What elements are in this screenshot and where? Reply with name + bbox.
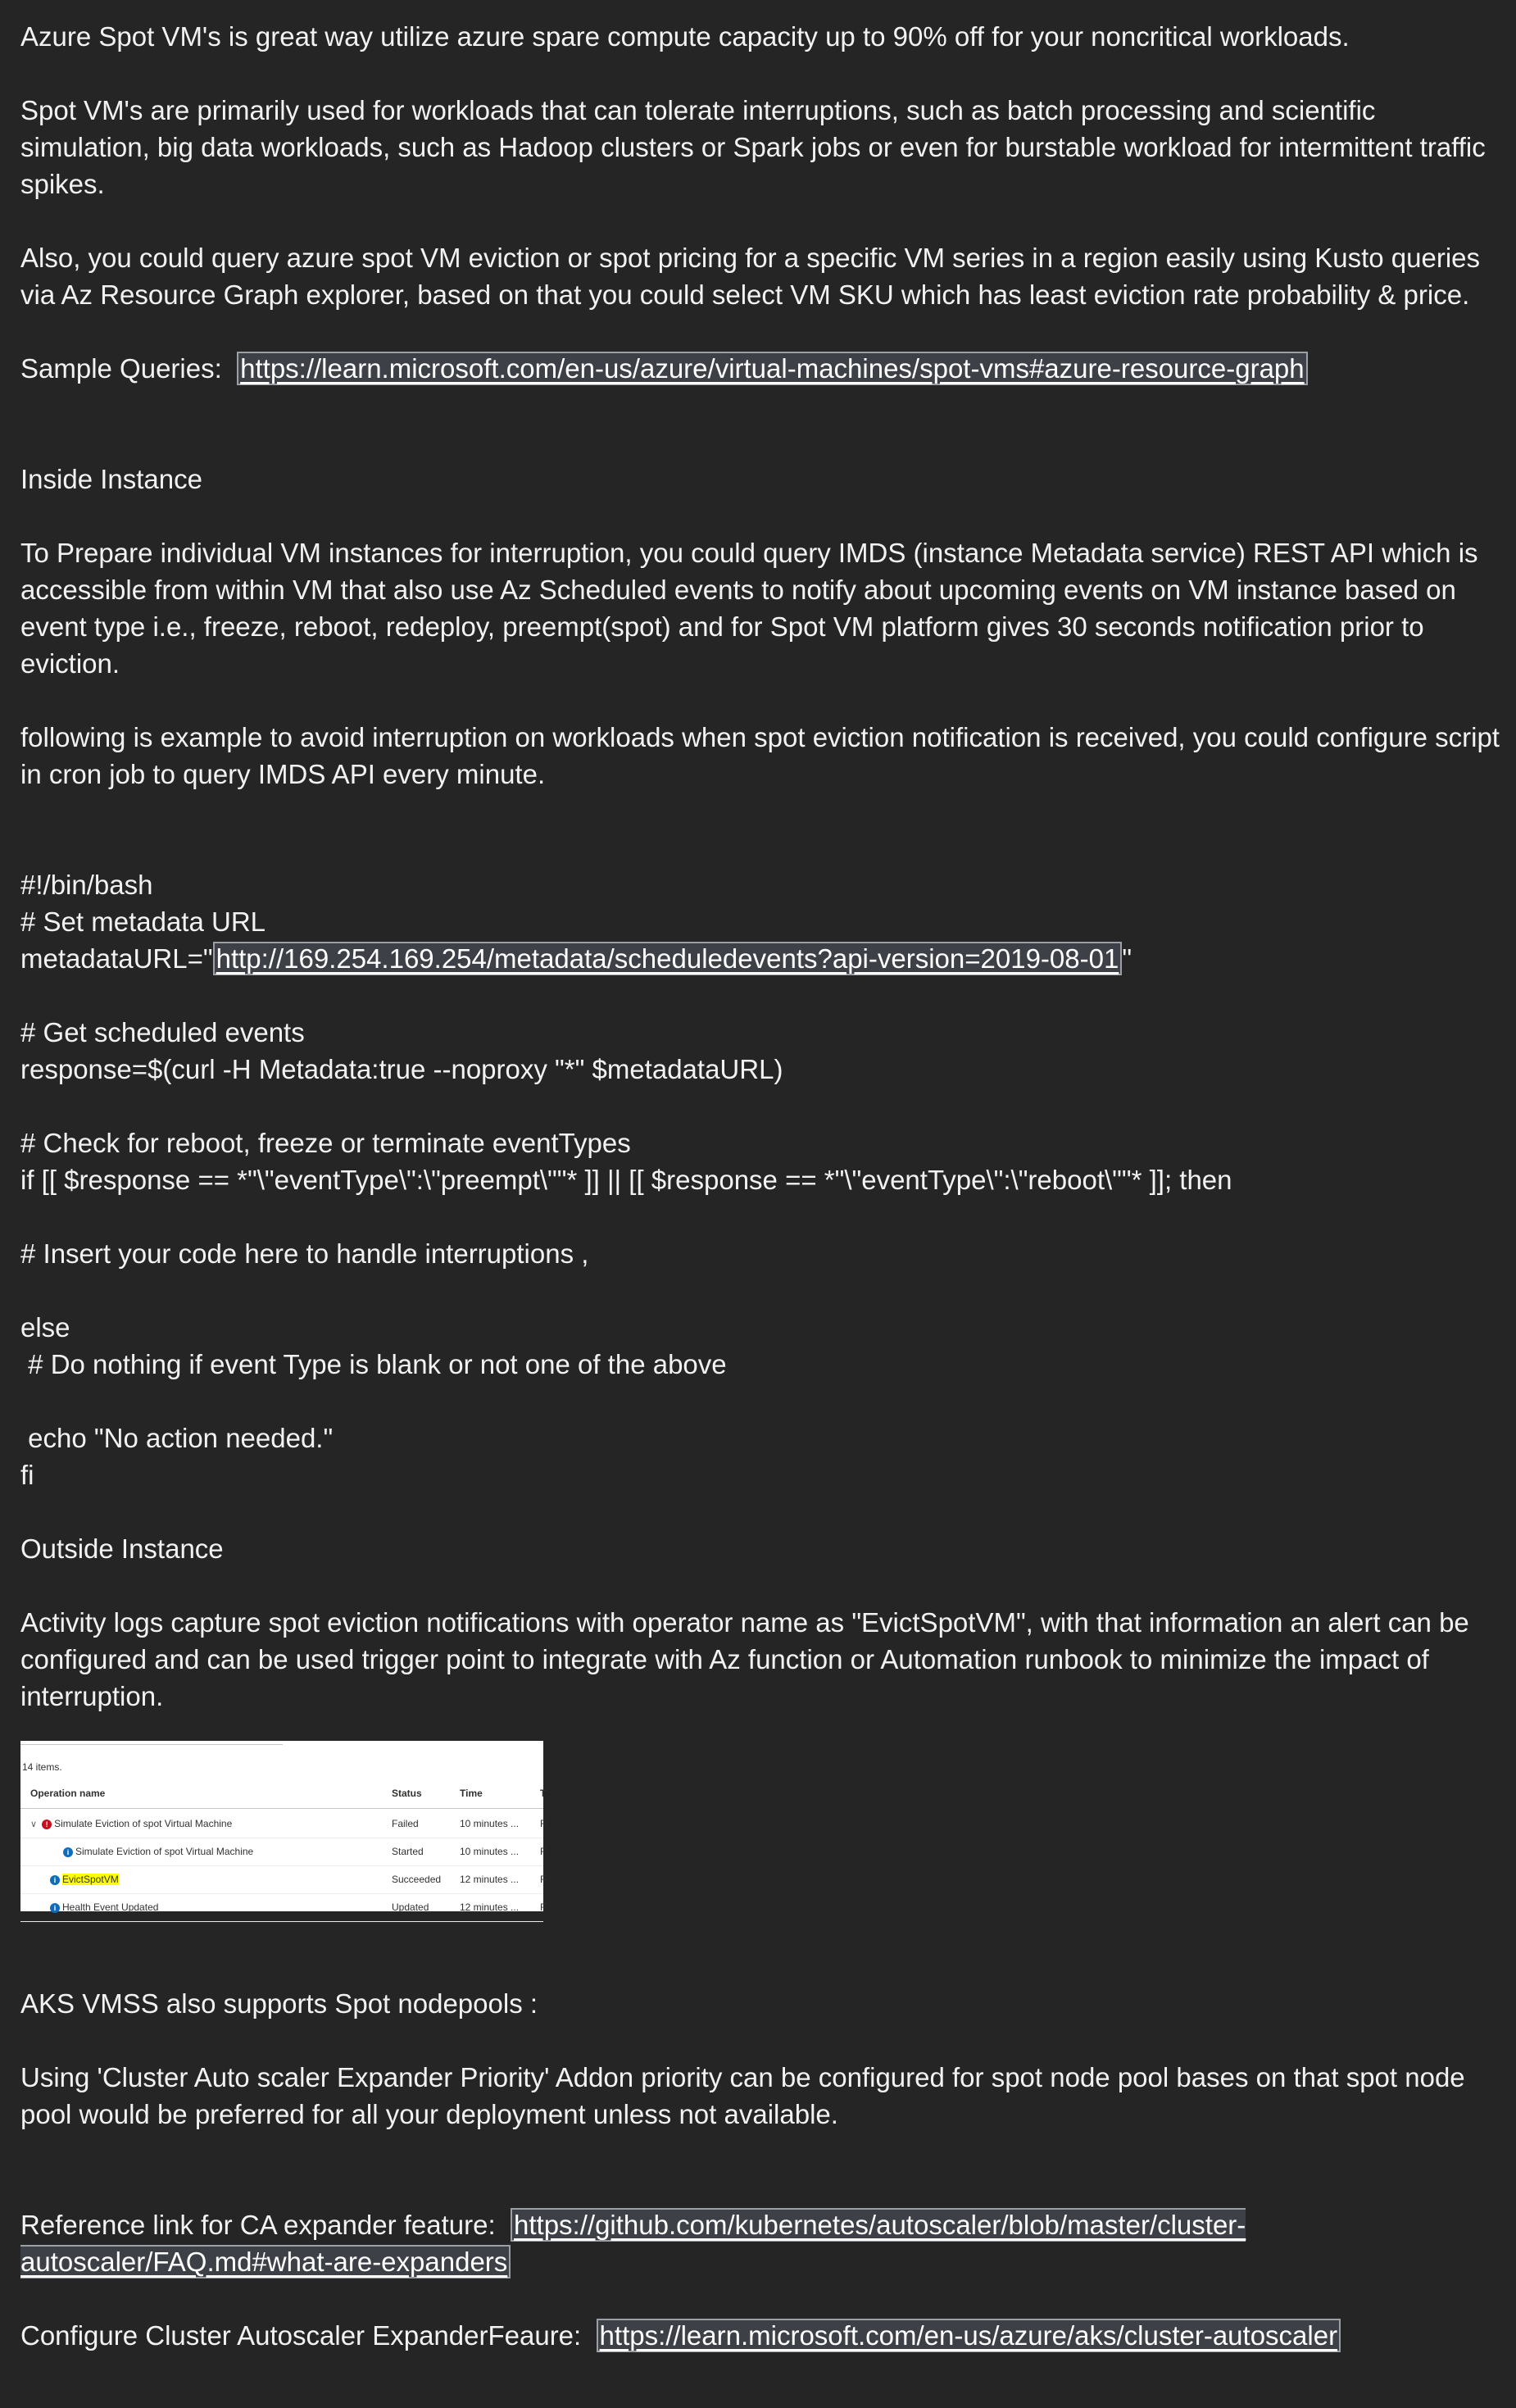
ca-expander-link[interactable]: https://github.com/kubernetes/autoscaler/blob/master/cluster-autoscaler/FAQ.md#what-are-expanders — [20, 2210, 1246, 2277]
script-line: fi — [20, 1460, 34, 1490]
reference-link-label: Reference link for CA expander feature: — [20, 2210, 496, 2240]
intro-paragraph-1: Azure Spot VM's is great way utilize azure spare compute capacity up to 90% off for your noncritical workloads. — [20, 21, 1350, 52]
column-header-status[interactable]: Status — [392, 1788, 422, 1799]
metadata-url-link[interactable]: http://169.254.169.254/metadata/scheduledevents?api-version=2019-08-01 — [213, 942, 1123, 975]
intro-paragraph-2: Spot VM's are primarily used for workloads that can tolerate interruptions, such as batch processing and scientific simulation, big data workloads, such as Hadoop clusters or Spark jobs or even for burstable workload for intermittent traffic spikes. — [20, 95, 1486, 199]
outside-instance-heading: Outside Instance — [20, 1533, 224, 1564]
extra-value: F — [540, 1874, 547, 1885]
chevron-down-icon[interactable]: ∨ — [30, 1820, 38, 1829]
script-line: # Insert your code here to handle interruptions , — [20, 1238, 589, 1269]
status-value: Failed — [392, 1818, 419, 1829]
info-icon: i — [63, 1847, 73, 1857]
script-line: # Get scheduled events — [20, 1017, 305, 1047]
activity-log-screenshot — [20, 1741, 547, 1913]
divider — [20, 1741, 283, 1745]
divider — [20, 1808, 543, 1809]
script-line: else — [20, 1312, 70, 1343]
time-value: 10 minutes ... — [460, 1818, 520, 1829]
aks-heading: AKS VMSS also supports Spot nodepools : — [20, 1988, 538, 2019]
time-value: 12 minutes ... — [460, 1874, 520, 1885]
script-line: echo "No action needed." — [20, 1423, 334, 1453]
script-text: " — [1122, 943, 1132, 974]
item-count: 14 items. — [22, 1761, 62, 1773]
extra-value: F — [540, 1901, 547, 1913]
sample-queries-label: Sample Queries: — [20, 353, 222, 384]
configure-link-label: Configure Cluster Autoscaler ExpanderFeaure: — [20, 2320, 582, 2351]
table-row[interactable] — [20, 1810, 547, 1838]
sample-queries-line — [20, 350, 1504, 387]
status-value: Started — [392, 1846, 424, 1857]
inside-instance-heading: Inside Instance — [20, 464, 202, 494]
table-row[interactable] — [20, 1838, 547, 1866]
cluster-autoscaler-link[interactable]: https://learn.microsoft.com/en-us/azure/aks/cluster-autoscaler — [597, 2319, 1341, 2352]
outside-instance-paragraph: Activity logs capture spot eviction notifications with operator name as "EvictSpotVM", with that information an alert can be configured and can be used trigger point to integrate with Az function or Automation runbook to minimize the impact of interruption. — [20, 1607, 1469, 1711]
table-row[interactable] — [20, 1865, 547, 1894]
status-value: Updated — [392, 1901, 429, 1913]
info-icon: i — [50, 1903, 60, 1913]
script-line: response=$(curl -H Metadata:true --noproxy "*" $metadataURL) — [20, 1054, 783, 1084]
script-line: #!/bin/bash — [20, 870, 153, 900]
extra-value: F — [540, 1846, 547, 1857]
script-line: # Do nothing if event Type is blank or not one of the above — [20, 1349, 727, 1379]
time-value: 10 minutes ... — [460, 1846, 520, 1857]
script-line: # Set metadata URL — [20, 906, 266, 937]
operation-name: Simulate Eviction of spot Virtual Machine — [75, 1846, 254, 1857]
bash-script — [20, 866, 1504, 1493]
script-text: metadataURL=" — [20, 943, 213, 974]
extra-value: F — [540, 1818, 547, 1829]
operation-name: Simulate Eviction of spot Virtual Machine — [54, 1818, 233, 1829]
operation-name: Health Event Updated — [62, 1901, 159, 1913]
column-header-extra[interactable]: T — [540, 1788, 547, 1799]
script-line: # Check for reboot, freeze or terminate eventTypes — [20, 1128, 631, 1158]
reference-link-line — [20, 2206, 1504, 2280]
time-value: 12 minutes ... — [460, 1901, 520, 1913]
document-body — [20, 18, 1504, 2354]
aks-paragraph: Using 'Cluster Auto scaler Expander Priority' Addon priority can be configured for spot node pool bases on that spot node pool would be preferred for all your deployment unless not available. — [20, 2062, 1465, 2129]
script-line — [20, 940, 1504, 977]
info-icon: i — [50, 1875, 60, 1885]
configure-link-line — [20, 2317, 1504, 2354]
table-row[interactable] — [20, 1893, 547, 1922]
inside-instance-paragraph-1: To Prepare individual VM instances for interruption, you could query IMDS (instance Metadata service) REST API which is accessible from within VM that also use Az Scheduled events to notify about upcoming events on VM instance based on event type i.e., freeze, reboot, redeploy, preempt(spot) and for Spot VM platform gives 30 seconds notification prior to eviction. — [20, 538, 1478, 679]
error-icon: ! — [42, 1820, 52, 1829]
intro-paragraph-3: Also, you could query azure spot VM eviction or spot pricing for a specific VM series in a region easily using Kusto queries via Az Resource Graph explorer, based on that you could select VM SKU which has least eviction rate probability & price. — [20, 243, 1481, 310]
script-line: if [[ $response == *"\"eventType\":\"preempt\""* ]] || [[ $response == *"\"eventType\":\"reboot\""* ]]; then — [20, 1165, 1232, 1195]
status-value: Succeeded — [392, 1874, 442, 1885]
operation-name: EvictSpotVM — [62, 1874, 119, 1885]
inside-instance-paragraph-2: following is example to avoid interruption on workloads when spot eviction notification is received, you could configure script in cron job to query IMDS API every minute. — [20, 722, 1500, 789]
column-header-time[interactable]: Time — [460, 1788, 483, 1799]
sample-queries-link[interactable]: https://learn.microsoft.com/en-us/azure/virtual-machines/spot-vms#azure-resource-graph — [237, 352, 1308, 385]
column-header-operation[interactable]: Operation name — [30, 1788, 106, 1799]
